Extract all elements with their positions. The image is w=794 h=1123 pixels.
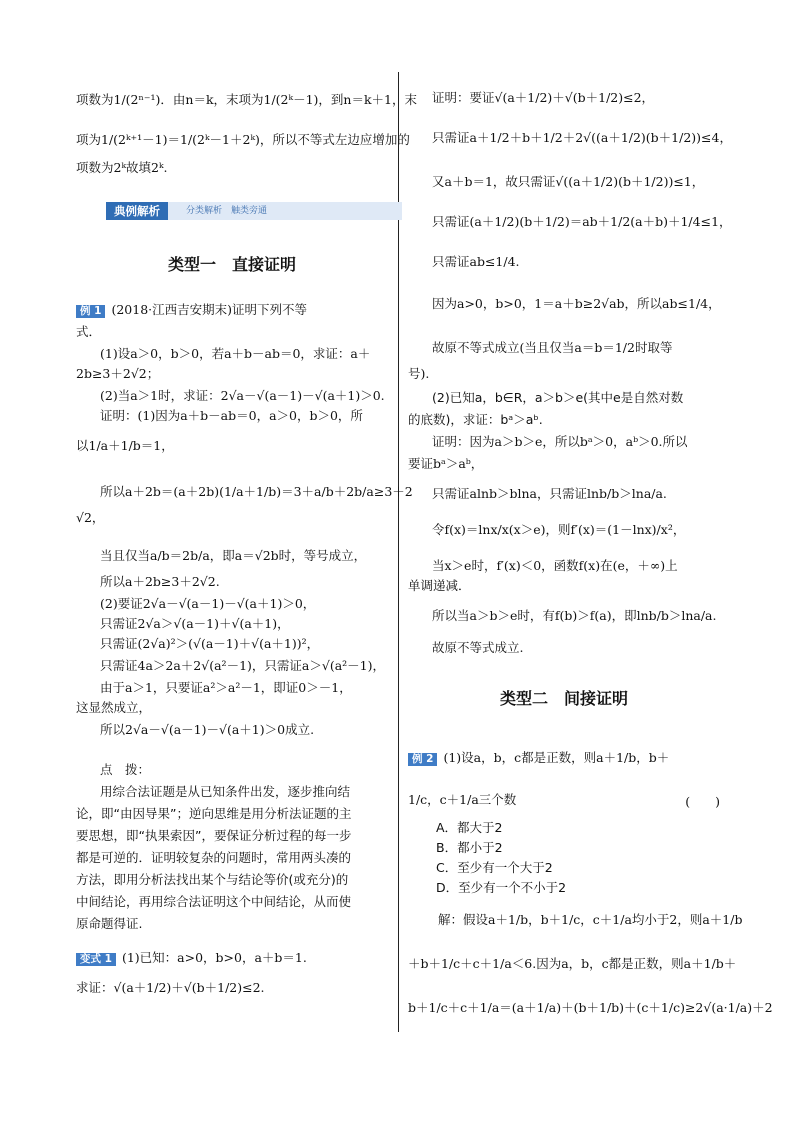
text-line: 所以a＋2b≥3＋2√2.: [100, 574, 220, 589]
text-line: 号).: [408, 366, 430, 381]
tip-line: 用综合法证题是从已知条件出发，逐步推向结: [100, 784, 351, 799]
text-line: 所以2√a－√(a－1)－√(a＋1)＞0成立.: [100, 722, 315, 737]
tip-title: 点 拨：: [100, 762, 151, 777]
variant-tag: 变式 1: [76, 953, 116, 966]
text-line: 以1/a＋1/b＝1，: [76, 438, 174, 453]
text-line: (2)当a＞1时，求证：2√a－√(a－1)－√(a＋1)＞0.: [100, 388, 385, 403]
text-line: √2，: [76, 510, 105, 525]
text-line: 只需证a＋1/2＋b＋1/2＋2√((a＋1/2)(b＋1/2))≤4，: [432, 130, 732, 145]
text-line: 项为1/(2ᵏ⁺¹－1)＝1/(2ᵏ－1＋2ᵏ)，所以不等式左边应增加的: [76, 132, 410, 147]
text-line: 的底数)，求证：bᵃ＞aᵇ.: [408, 412, 543, 427]
text-line: 只需证(2√a)²＞(√(a－1)＋√(a＋1))²，: [100, 636, 320, 651]
text-line: 1/c，c＋1/a三个数: [408, 792, 517, 807]
answer-bracket: ( ): [685, 794, 720, 809]
example-text: (2018·江西吉安期末)证明下列不等: [111, 302, 308, 317]
text-line: 故原不等式成立(当且仅当a＝b＝1/2时取等: [432, 340, 673, 355]
text-line: 解：假设a＋1/b，b＋1/c，c＋1/a均小于2，则a＋1/b: [438, 912, 743, 927]
text-line: 所以当a＞b＞e时，有f(b)＞f(a)，即lnb/b＞lna/a.: [432, 608, 717, 623]
text-line: ＋b＋1/c＋c＋1/a＜6.因为a，b，c都是正数，则a＋1/b＋: [408, 956, 737, 971]
text-line: 证明：因为a＞b＞e，所以bᵃ＞0，aᵇ＞0.所以: [432, 434, 688, 449]
text-line: 当且仅当a/b＝2b/a，即a＝√2b时，等号成立，: [100, 548, 367, 563]
option-d: D．至少有一个不小于2: [436, 880, 567, 895]
option-c: C．至少有一个大于2: [436, 860, 553, 875]
text-line: 只需证2√a＞√(a－1)＋√(a＋1)，: [100, 616, 290, 631]
text-line: 项数为1/(2ⁿ⁻¹)．由n＝k，末项为1/(2ᵏ－1)，到n＝k＋1，末: [76, 92, 417, 107]
example-tag: 例 2: [408, 753, 437, 766]
text-line: (2)已知a，b∈R，a＞b＞e(其中e是自然对数: [432, 390, 684, 405]
section-heading: 类型二 间接证明: [499, 689, 628, 708]
tip-line: 都是可逆的．证明较复杂的问题时，常用两头凑的: [76, 850, 352, 865]
variant-line: [76, 950, 307, 966]
text-line: 故原不等式成立.: [432, 640, 524, 655]
variant-text: (1)已知：a>0，b>0，a＋b＝1.: [121, 950, 307, 965]
text-line: 求证：√(a＋1/2)＋√(b＋1/2)≤2.: [76, 980, 265, 995]
text-line: 单调递减．: [408, 578, 471, 593]
banner-subtitle: 分类解析 触类旁通: [186, 206, 268, 216]
text-line: 2b≥3＋2√2；: [76, 366, 160, 381]
text-line: 令f(x)＝lnx/x(x＞e)，则f′(x)＝(1－lnx)/x²，: [432, 522, 686, 537]
section-heading: 类型一 直接证明: [167, 255, 296, 274]
example-text: (1)设a，b，c都是正数，则a＋1/b，b＋: [443, 750, 670, 765]
text-line: 证明：要证√(a＋1/2)＋√(b＋1/2)≤2，: [432, 90, 655, 105]
text-line: 只需证(a＋1/2)(b＋1/2)＝ab＋1/2(a＋b)＋1/4≤1，: [432, 214, 732, 229]
text-line: 只需证4a＞2a＋2√(a²－1)，只需证a＞√(a²－1)，: [100, 658, 385, 673]
text-line: 又a＋b＝1，故只需证√((a＋1/2)(b＋1/2))≤1，: [432, 174, 705, 189]
example-tag: 例 1: [76, 305, 105, 318]
option-a: A．都大于2: [436, 820, 503, 835]
right-column: [408, 72, 773, 1032]
tip-line: 原命题得证.: [76, 916, 143, 931]
tip-line: 方法，即用分析法找出某个与结论等价(或充分)的: [76, 872, 349, 887]
option-b: B．都小于2: [436, 840, 503, 855]
example-intro: [408, 750, 669, 766]
example-intro: [76, 302, 307, 318]
text-line: 只需证alnb＞blna，只需证lnb/b＞lna/a.: [432, 486, 667, 501]
text-line: 所以a＋2b＝(a＋2b)(1/a＋1/b)＝3＋a/b＋2b/a≥3＋2: [100, 484, 413, 499]
tip-line: 中间结论，再用综合法证明这个中间结论，从而使: [76, 894, 352, 909]
text-line: 要证bᵃ＞aᵇ，: [408, 456, 484, 471]
text-line: b＋1/c＋c＋1/a＝(a＋1/a)＋(b＋1/b)＋(c＋1/c)≥2√(a·1/a)＋2: [408, 1000, 773, 1015]
left-column: [76, 72, 417, 1032]
tip-line: 论，即“由因导果”；逆向思维是用分析法证题的主: [76, 806, 352, 821]
text-line: 当x＞e时，f′(x)＜0，函数f(x)在(e，＋∞)上: [432, 558, 678, 573]
text-line: 这显然成立，: [76, 700, 152, 715]
text-line: (1)设a＞0，b＞0，若a＋b－ab＝0，求证：a＋: [100, 346, 371, 361]
text-line: 只需证ab≤1/4.: [432, 254, 520, 269]
text-line: 因为a>0，b>0，1＝a＋b≥2√ab，所以ab≤1/4，: [432, 296, 721, 311]
tip-line: 要思想，即“执果索因”，要保证分析过程的每一步: [76, 828, 352, 843]
text-line: 项数为2ᵏ故填2ᵏ.: [76, 160, 168, 175]
text-line: (2)要证2√a－√(a－1)－√(a＋1)＞0，: [100, 596, 316, 611]
text-line: 式．: [76, 324, 102, 339]
section-banner: [106, 202, 402, 220]
text-line: 证明：(1)因为a＋b－ab＝0，a＞0，b＞0，所: [100, 408, 363, 423]
banner-tag: 典例解析: [106, 202, 168, 220]
text-line: 由于a＞1，只要证a²＞a²－1，即证0＞－1，: [100, 680, 352, 695]
